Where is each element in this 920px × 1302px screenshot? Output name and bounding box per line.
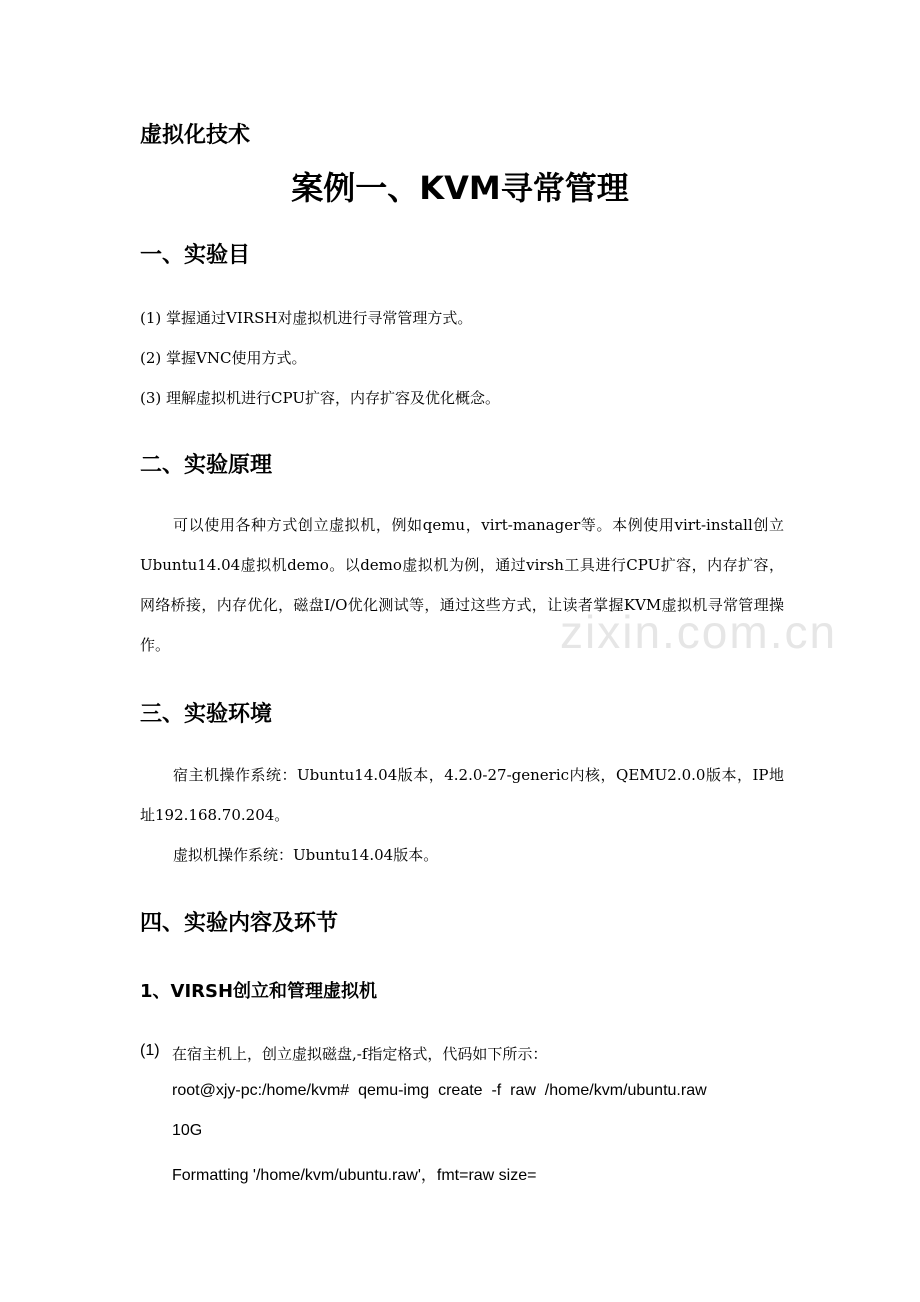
principle-text: 可以使用各种方式创立虚拟机，例如qemu，virt-manager等。本例使用virt-install创立Ubuntu14.04虚拟机demo。以demo虚拟机为例，通过virsh工具进行CPU扩容，内存扩容，网络桥接，内存优化，磁盘I/O优化测试等，通过这些方式，让读者掌握KVM虚拟机寻常管理操作。 [140,516,784,654]
document-title: 案例一、KVM寻常管理 [291,169,629,207]
environment-paragraph [140,755,784,875]
host-env-text: 宿主机操作系统：Ubuntu14.04版本，4.2.0-27-generic内核，QEMU2.0.0版本，IP地址192.168.70.204。 [140,766,784,824]
code-line: Formatting '/home/kvm/ubuntu.raw'，fmt=raw size= [172,1167,537,1184]
principle-paragraph [140,505,784,665]
code-line: 10G [172,1122,203,1139]
guest-env-text: 虚拟机操作系统：Ubuntu14.04版本。 [173,846,439,864]
course-subject: 虚拟化技术 [140,123,251,148]
section-heading-objectives: 一、实验目 [140,243,251,268]
objective-item: (1) 掌握通过VIRSH对虚拟机进行寻常管理方式。 [140,309,473,327]
section-heading-environment: 三、实验环境 [140,702,273,727]
step-number: (1) [140,1042,160,1059]
watermark: zixin.com.cn [560,606,838,658]
section-heading-content: 四、实验内容及环节 [140,911,339,936]
subsection-heading-virsh: 1、VIRSH创立和管理虚拟机 [140,981,378,1002]
objective-item: (2) 掌握VNC使用方式。 [140,349,307,367]
objective-item: (3) 理解虚拟机进行CPU扩容，内存扩容及优化概念。 [140,389,500,407]
code-line: root@xjy-pc:/home/kvm# qemu-img create -f raw /home/kvm/ubuntu.raw [172,1082,707,1099]
section-heading-principle: 二、实验原理 [140,453,273,478]
step-text: 在宿主机上，创立虚拟磁盘,-f指定格式，代码如下所示： [172,1045,548,1063]
